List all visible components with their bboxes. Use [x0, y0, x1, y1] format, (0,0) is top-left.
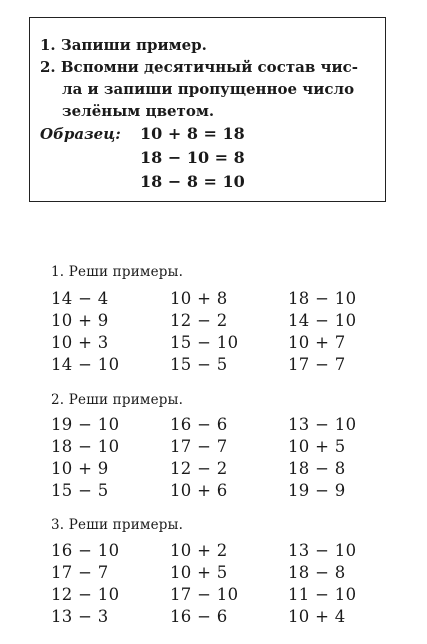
expression: 10 + 9 — [51, 459, 109, 478]
expression: 10 + 4 — [288, 607, 346, 626]
expression: 14 − 10 — [288, 311, 357, 330]
expression: 13 − 3 — [51, 607, 109, 626]
expression: 18 − 10 — [288, 289, 357, 308]
expression: 10 + 9 — [51, 311, 109, 330]
expression: 17 − 10 — [170, 585, 239, 604]
expression: 19 − 10 — [51, 415, 120, 434]
expression: 15 − 5 — [51, 481, 109, 500]
sample-equation-3: 18 − 8 = 10 — [140, 172, 245, 191]
expression: 15 − 5 — [170, 355, 228, 374]
expression: 17 − 7 — [288, 355, 346, 374]
expression: 11 − 10 — [288, 585, 357, 604]
expression: 12 − 2 — [170, 459, 228, 478]
expression: 18 − 8 — [288, 459, 346, 478]
instruction-line-4: зелёным цветом. — [62, 102, 215, 120]
expression: 10 + 5 — [170, 563, 228, 582]
expression: 14 − 4 — [51, 289, 109, 308]
expression: 10 + 6 — [170, 481, 228, 500]
instruction-line-2: 2. Вспомни десятичный состав чис- — [40, 58, 358, 76]
expression: 10 + 8 — [170, 289, 228, 308]
expression: 13 − 10 — [288, 541, 357, 560]
instruction-line-3: ла и запиши пропущенное число — [62, 80, 355, 98]
instruction-line-1: 1. Запиши пример. — [40, 36, 207, 54]
expression: 13 − 10 — [288, 415, 357, 434]
expression: 10 + 3 — [51, 333, 109, 352]
expression: 18 − 8 — [288, 563, 346, 582]
expression: 16 − 6 — [170, 607, 228, 626]
section-2-title: 2. Реши примеры. — [51, 392, 184, 408]
section-1-title: 1. Реши примеры. — [51, 264, 184, 280]
expression: 14 − 10 — [51, 355, 120, 374]
expression: 10 + 5 — [288, 437, 346, 456]
expression: 12 − 2 — [170, 311, 228, 330]
expression: 17 − 7 — [170, 437, 228, 456]
section-3-title: 3. Реши примеры. — [51, 517, 184, 533]
expression: 12 − 10 — [51, 585, 120, 604]
expression: 16 − 10 — [51, 541, 120, 560]
sample-label: Образец: — [40, 125, 121, 143]
expression: 15 − 10 — [170, 333, 239, 352]
sample-equation-1: 10 + 8 = 18 — [140, 124, 245, 143]
sample-equation-2: 18 − 10 = 8 — [140, 148, 245, 167]
expression: 17 − 7 — [51, 563, 109, 582]
expression: 16 − 6 — [170, 415, 228, 434]
expression: 10 + 7 — [288, 333, 346, 352]
expression: 18 − 10 — [51, 437, 120, 456]
expression: 10 + 2 — [170, 541, 228, 560]
expression: 19 − 9 — [288, 481, 346, 500]
